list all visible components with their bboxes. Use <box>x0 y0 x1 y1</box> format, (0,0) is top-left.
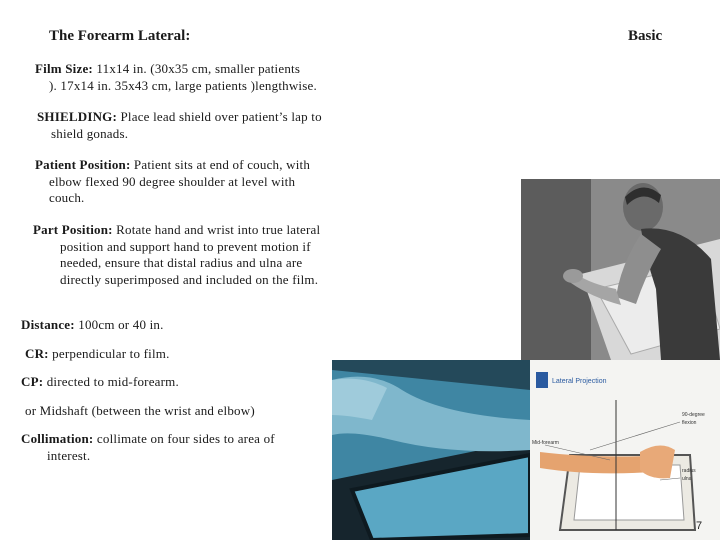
diagram-label-radius: radius <box>682 468 696 474</box>
diagram-label-elbow: 90-degree <box>682 412 705 418</box>
patient-position-line2: elbow flexed 90 degree shoulder at level with <box>49 173 296 189</box>
cp-line <box>21 374 179 391</box>
patient-position-line3: couch. <box>49 190 85 205</box>
film-size-line1: 11x14 in. (30x35 cm, smaller patients <box>92 61 301 76</box>
diagram-label-flexion: flexion <box>682 420 697 426</box>
film-size-label: Film Size: <box>35 61 93 76</box>
shielding-line2: shield gonads. <box>51 125 129 141</box>
part-position-line4: directly superimposed and included on the film. <box>60 271 319 287</box>
shielding-block <box>37 109 411 142</box>
shielding-line1: Place lead shield over patient’s lap to <box>117 109 322 124</box>
part-position-line1: Rotate hand and wrist into true lateral <box>112 222 321 237</box>
cr-label: CR: <box>25 346 49 361</box>
diagram-label-midforearm: Mid-forearm <box>532 440 559 446</box>
film-size-line2: ). 17x14 in. 35x43 cm, large patients )lengthwise. <box>49 77 317 93</box>
diagram-illustration <box>530 360 720 540</box>
film-size-block <box>35 61 409 94</box>
slide-number: 7 <box>696 520 703 532</box>
distance-line <box>21 317 164 334</box>
shielding-label: SHIELDING: <box>37 109 118 124</box>
cr-line <box>25 346 170 363</box>
patient-position-line1: Patient sits at end of couch, with <box>130 157 311 172</box>
part-position-line2: position and support hand to prevent motion if <box>60 238 311 254</box>
part-position-line3: needed, ensure that distal radius and ulna are <box>60 255 303 270</box>
collimation-label: Collimation: <box>21 431 94 446</box>
cp-text: directed to mid-forearm. <box>43 374 179 389</box>
part-position-block <box>33 222 393 288</box>
forearm-cassette-photo <box>332 360 530 540</box>
patient-position-block <box>35 157 409 207</box>
basic-tag: Basic <box>628 28 663 44</box>
diagram-title: Lateral Projection <box>552 378 607 385</box>
patient-seated-photo <box>521 179 720 360</box>
diagram-label-ulna: ulna <box>682 476 692 482</box>
patient-position-label: Patient Position: <box>35 157 131 172</box>
slide-title: The Forearm Lateral: <box>49 28 191 44</box>
patient-seated-illustration <box>521 179 720 360</box>
midshaft-line: or Midshaft (between the wrist and elbow) <box>25 403 255 418</box>
lateral-projection-diagram <box>530 360 720 540</box>
collimation-block <box>21 431 331 464</box>
forearm-cassette-illustration <box>332 360 530 540</box>
part-position-label: Part Position: <box>33 222 113 237</box>
cr-text: perpendicular to film. <box>48 346 170 361</box>
collimation-line1: collimate on four sides to area of <box>93 431 275 446</box>
collimation-line2: interest. <box>47 447 91 463</box>
cp-label: CP: <box>21 374 44 389</box>
distance-label: Distance: <box>21 317 75 332</box>
distance-text: 100cm or 40 in. <box>74 317 164 332</box>
